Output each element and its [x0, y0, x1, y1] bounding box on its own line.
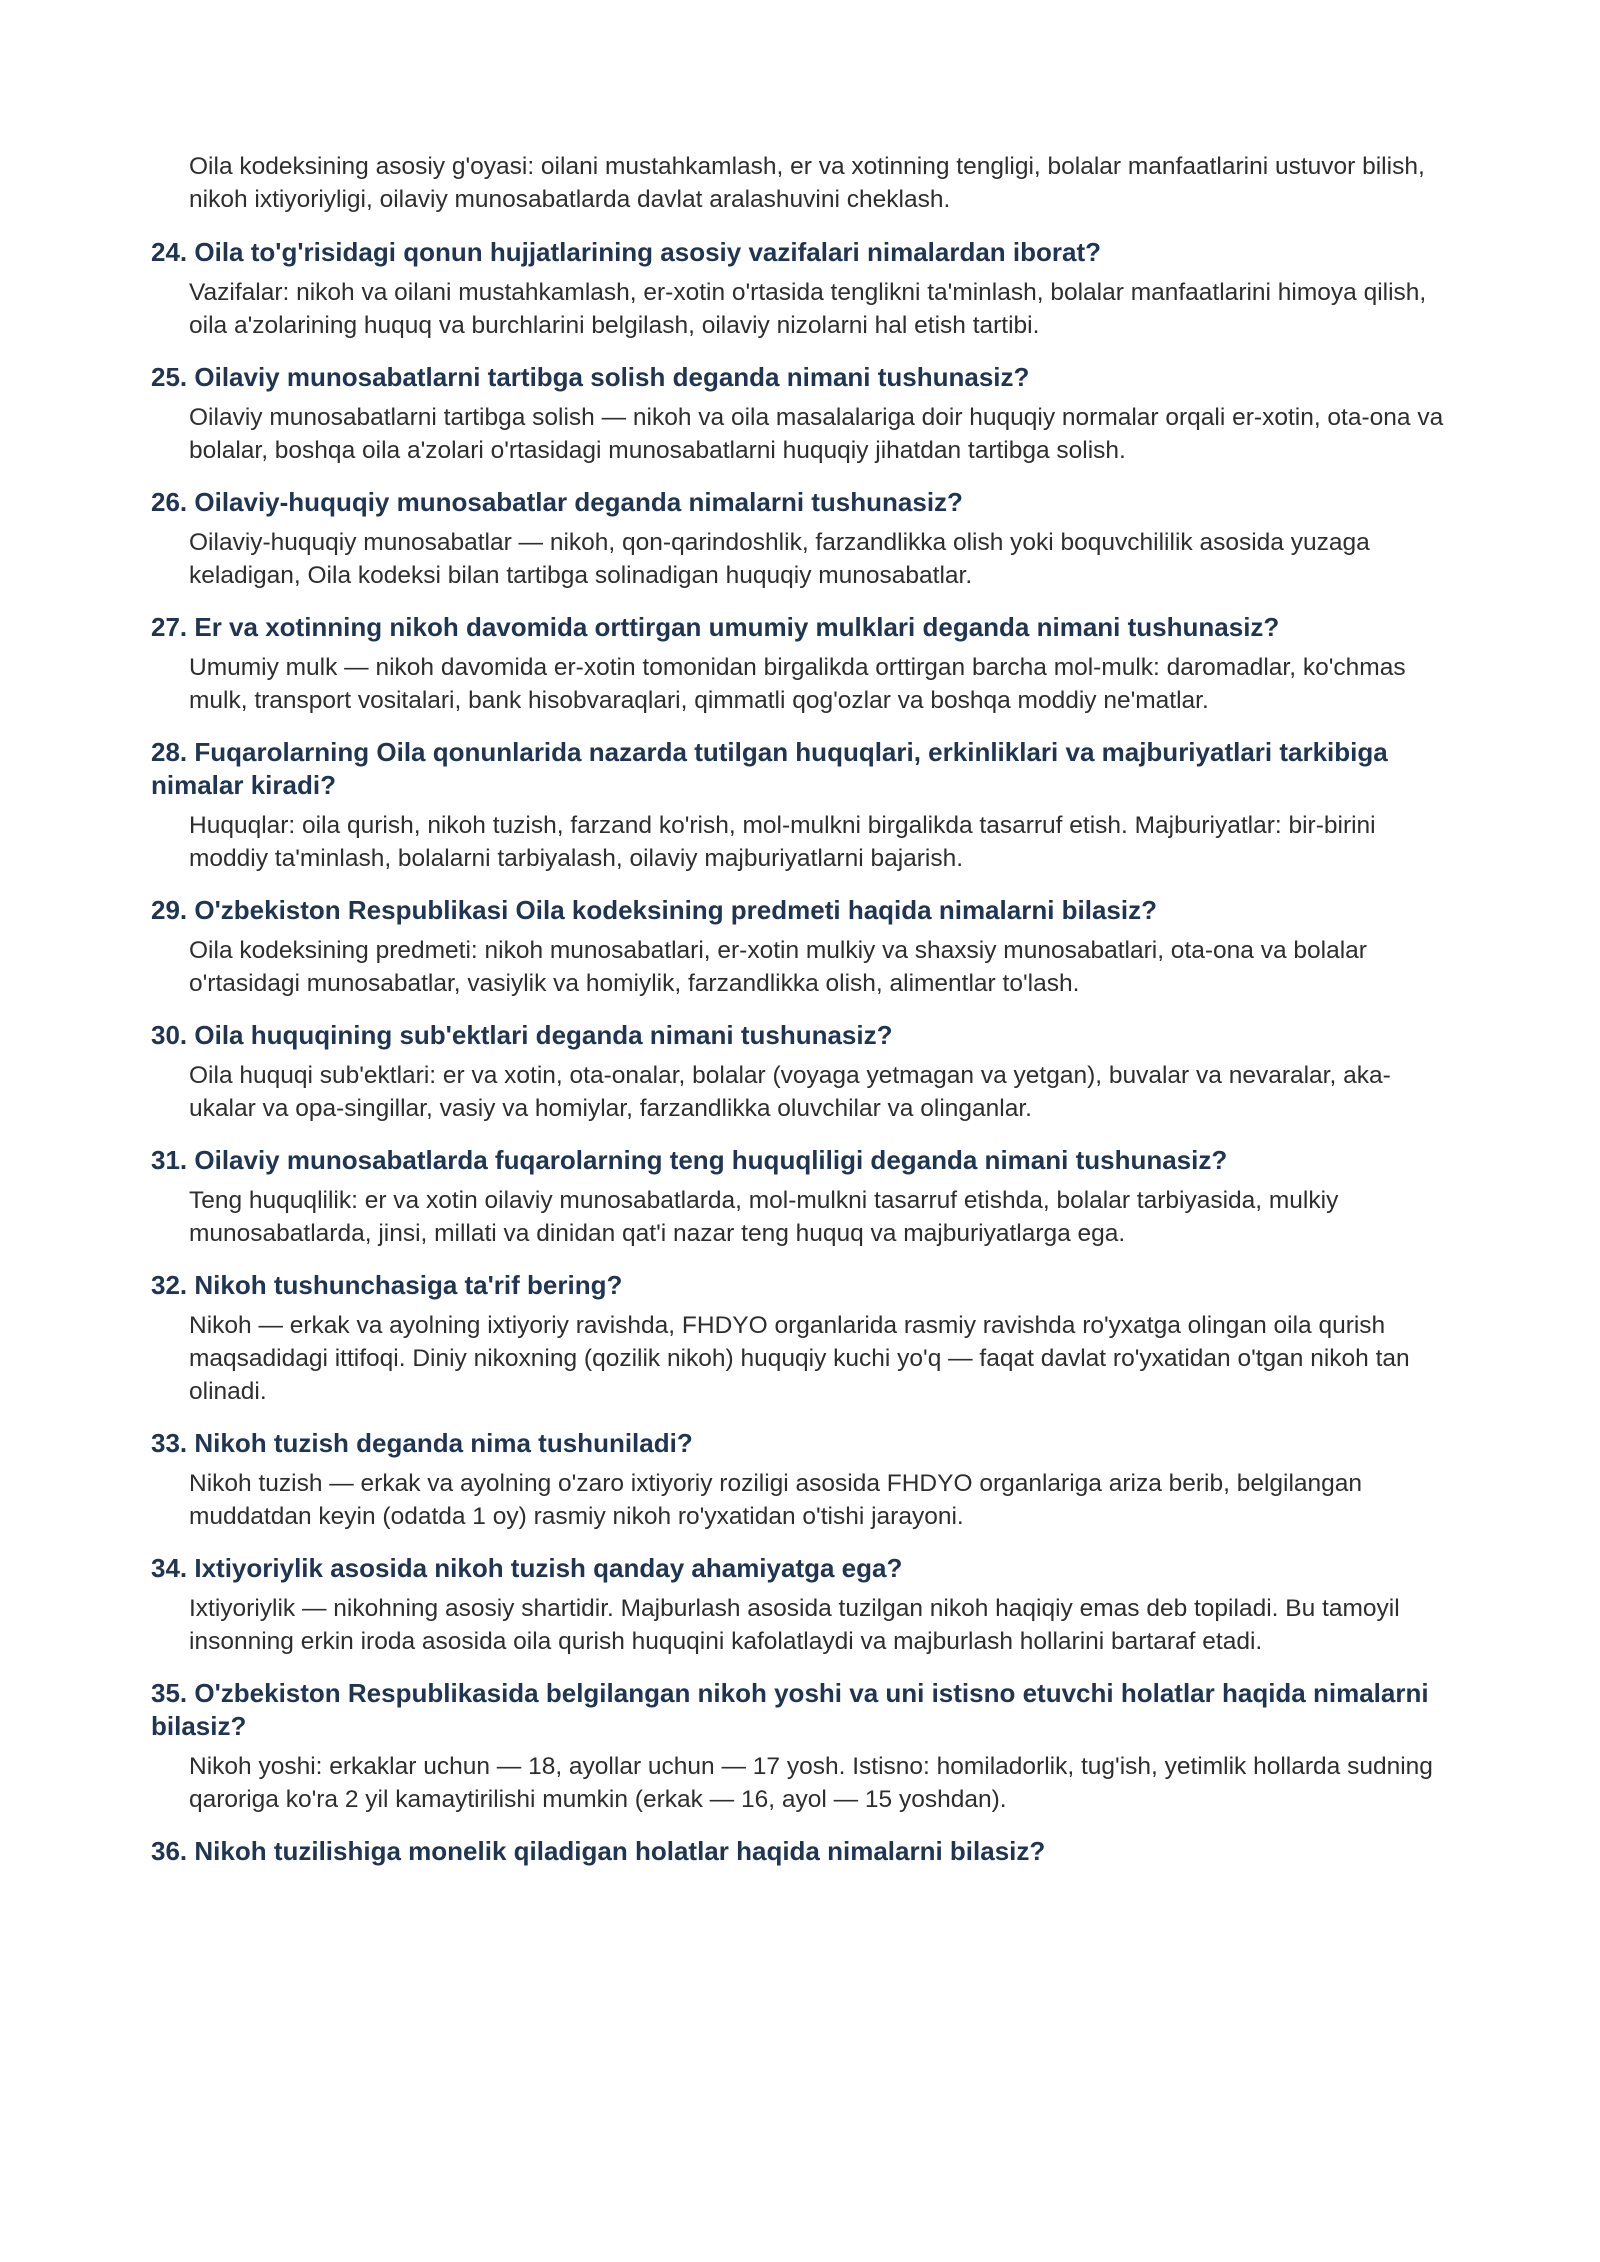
question-28: 28. Fuqarolarning Oila qonunlarida nazarda tutilgan huquqlari, erkinliklari va majburiyatlari tarkibiga nimalar kiradi? — [151, 737, 1388, 800]
qa-item-33 — [151, 1427, 1451, 1533]
answer-25: Oilaviy munosabatlarni tartibga solish — nikoh va oila masalalariga doir huquqiy normalar orqali er-xotin, ota-ona va bolalar, boshqa oila a'zolari o'rtasidagi munosabatlarni huquqiy jihatdan tartibga solish. — [189, 404, 1444, 464]
answer-28: Huquqlar: oila qurish, nikoh tuzish, farzand ko'rish, mol-mulkni birgalikda tasarruf etish. Majburiyatlar: bir-birini moddiy ta'minlash, bolalarni tarbiyalash, oilaviy majburiyatlarni bajarish. — [189, 812, 1376, 872]
answer-24: Vazifalar: nikoh va oilani mustahkamlash, er-xotin o'rtasida tenglikni ta'minlash, bolalar manfaatlarini himoya qilish, oila a'zolarining huquq va burchlarini belgilash, oilaviy nizolarni hal etish tartibi. — [189, 279, 1427, 339]
question-27: 27. Er va xotinning nikoh davomida orttirgan umumiy mulklari deganda nimani tushunasiz? — [151, 612, 1280, 642]
qa-item-27 — [151, 611, 1451, 717]
question-31: 31. Oilaviy munosabatlarda fuqarolarning teng huquqliligi deganda nimani tushunasiz? — [151, 1145, 1228, 1175]
question-25: 25. Oilaviy munosabatlarni tartibga solish deganda nimani tushunasiz? — [151, 362, 1030, 392]
intro-answer: Oila kodeksining asosiy g'oyasi: oilani mustahkamlash, er va xotinning tengligi, bolalar manfaatlarini ustuvor bilish, nikoh ixtiyoriyligi, oilaviy munosabatlarda davlat aralashuvini cheklash. — [189, 153, 1425, 213]
qa-item-26 — [151, 486, 1451, 592]
answer-33: Nikoh tuzish — erkak va ayolning o'zaro ixtiyoriy roziligi asosida FHDYO organlariga ariza berib, belgilangan muddatdan keyin (odatda 1 oy) rasmiy nikoh ro'yxatidan o'tishi jarayoni. — [189, 1470, 1363, 1530]
answer-34: Ixtiyoriylik — nikohning asosiy shartidir. Majburlash asosida tuzilgan nikoh haqiqiy emas deb topiladi. Bu tamoyil insonning erkin iroda asosida oila qurish huquqini kafolatlaydi va majburlash hollarini bartaraf etadi. — [189, 1595, 1400, 1655]
question-32: 32. Nikoh tushunchasiga ta'rif bering? — [151, 1270, 623, 1300]
answer-31: Teng huquqlilik: er va xotin oilaviy munosabatlarda, mol-mulkni tasarruf etishda, bolalar tarbiyasida, mulkiy munosabatlarda, jinsi, millati va dinidan qat'i nazar teng huquq va majburiyatlarga ega. — [189, 1187, 1339, 1247]
qa-item-31 — [151, 1144, 1451, 1250]
question-26: 26. Oilaviy-huquqiy munosabatlar deganda nimalarni tushunasiz? — [151, 487, 963, 517]
question-29: 29. O'zbekiston Respublikasi Oila kodeksining predmeti haqida nimalarni bilasiz? — [151, 895, 1158, 925]
question-30: 30. Oila huquqining sub'ektlari deganda nimani tushunasiz? — [151, 1020, 893, 1050]
answer-30: Oila huquqi sub'ektlari: er va xotin, ota-onalar, bolalar (voyaga yetmagan va yetgan), buvalar va nevaralar, aka-ukalar va opa-singillar, vasiy va homiylar, farzandlikka oluvchilar va olinganlar. — [189, 1062, 1391, 1122]
qa-item-34 — [151, 1552, 1451, 1658]
qa-item-30 — [151, 1019, 1451, 1125]
answer-32: Nikoh — erkak va ayolning ixtiyoriy ravishda, FHDYO organlarida rasmiy ravishda ro'yxatga olingan oila qurish maqsadidagi ittifoqi. Diniy nikoxning (qozilik nikoh) huquqiy kuchi yo'q — faqat davlat ro'yxatidan o'tgan nikoh tan olinadi. — [189, 1312, 1410, 1405]
answer-35: Nikoh yoshi: erkaklar uchun — 18, ayollar uchun — 17 yosh. Istisno: homiladorlik, tug'ish, yetimlik hollarda sudning qaroriga ko'ra 2 yil kamaytirilishi mumkin (erkak — 16, ayol — 15 yoshdan). — [189, 1753, 1433, 1813]
question-34: 34. Ixtiyoriylik asosida nikoh tuzish qanday ahamiyatga ega? — [151, 1553, 903, 1583]
qa-item-32 — [151, 1269, 1451, 1408]
qa-list — [151, 150, 1451, 1887]
question-36: 36. Nikoh tuzilishiga monelik qiladigan holatlar haqida nimalarni bilasiz? — [151, 1836, 1046, 1866]
qa-item-35 — [151, 1677, 1451, 1816]
question-33: 33. Nikoh tuzish deganda nima tushuniladi? — [151, 1428, 693, 1458]
qa-item-36 — [151, 1835, 1451, 1868]
question-24: 24. Oila to'g'risidagi qonun hujjatlarining asosiy vazifalari nimalardan iborat? — [151, 237, 1102, 267]
answer-29: Oila kodeksining predmeti: nikoh munosabatlari, er-xotin mulkiy va shaxsiy munosabatlari, ota-ona va bolalar o'rtasidagi munosabatlar, vasiylik va homiylik, farzandlikka olish, alimentlar to'lash. — [189, 937, 1367, 997]
answer-26: Oilaviy-huquqiy munosabatlar — nikoh, qon-qarindoshlik, farzandlikka olish yoki boquvchililik asosida yuzaga keladigan, Oila kodeksi bilan tartibga solinadigan huquqiy munosabatlar. — [189, 529, 1370, 589]
question-35: 35. O'zbekiston Respublikasida belgilangan nikoh yoshi va uni istisno etuvchi holatlar haqida nimalarni bilasiz? — [151, 1678, 1429, 1741]
qa-item-29 — [151, 894, 1451, 1000]
qa-item-25 — [151, 361, 1451, 467]
answer-27: Umumiy mulk — nikoh davomida er-xotin tomonidan birgalikda orttirgan barcha mol-mulk: daromadlar, ko'chmas mulk, transport vositalari, bank hisobvaraqlari, qimmatli qog'ozlar va boshqa moddiy ne'matlar. — [189, 654, 1406, 714]
qa-item-28 — [151, 736, 1451, 875]
qa-item-24 — [151, 236, 1451, 342]
